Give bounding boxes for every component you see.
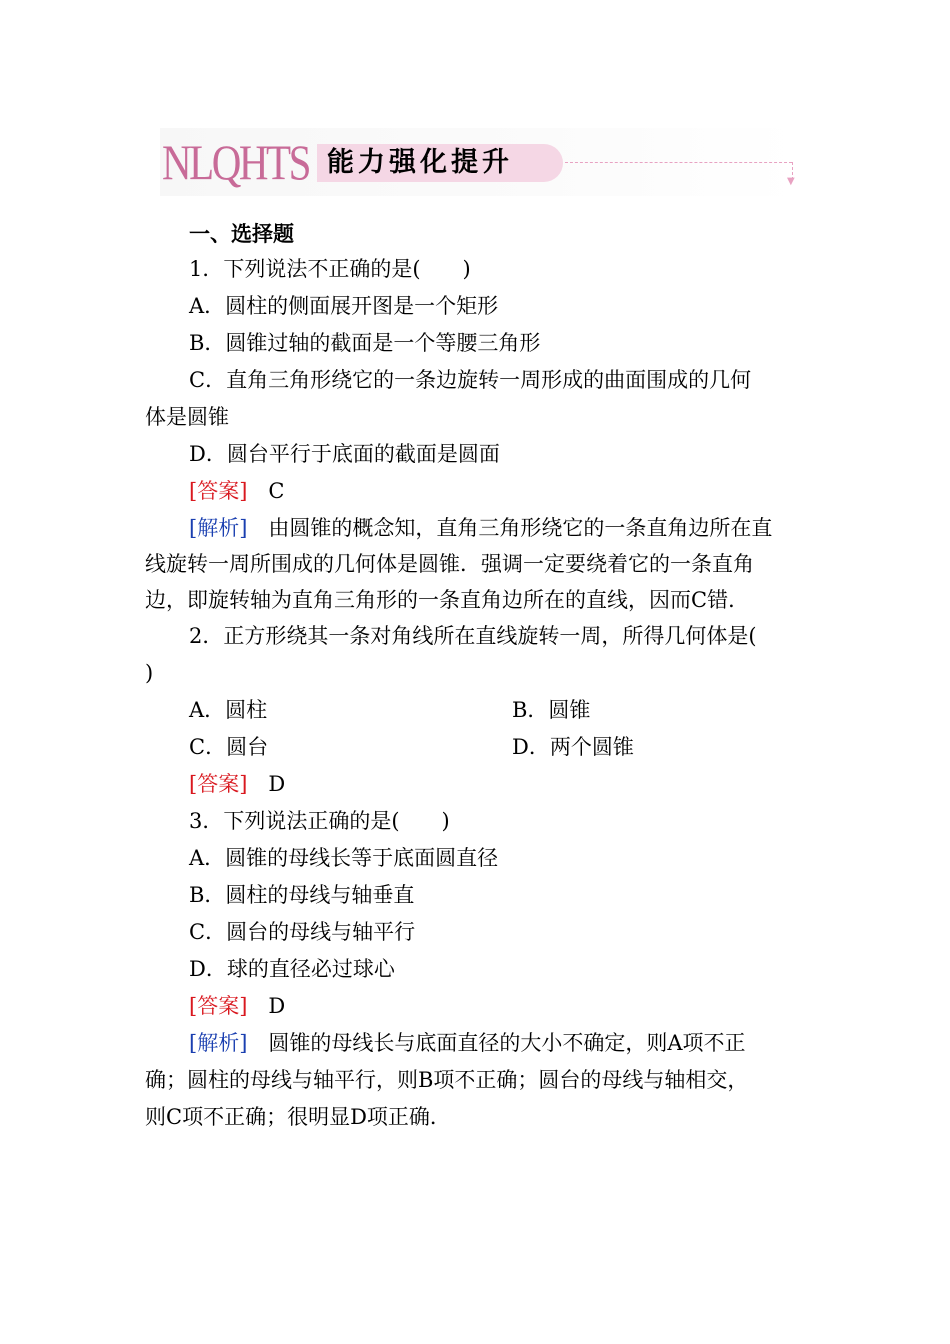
banner-tag [317, 144, 563, 182]
q3-option-d: D．球的直径必过球心 [189, 957, 395, 981]
q2-option-a: A．圆柱 [189, 698, 268, 722]
q3-analysis-line2: 确；圆柱的母线与轴平行，则B项不正确；圆台的母线与轴相交， [145, 1068, 749, 1092]
q1-analysis-line3: 边，即旋转轴为直角三角形的一条直角边所在的直线，因而C错． [145, 588, 750, 612]
section-banner [160, 128, 800, 196]
answer-tag: [答案] [189, 994, 248, 1018]
q3-analysis-line1 [189, 1029, 746, 1057]
answer-tag: [答案] [189, 479, 248, 503]
answer-tag: [答案] [189, 772, 248, 796]
answer-value: C [268, 479, 285, 503]
q1-analysis-line2: 线旋转一周所围成的几何体是圆锥．强调一定要绕着它的一条直角 [145, 552, 754, 576]
q3-option-b: B．圆柱的母线与轴垂直 [189, 883, 415, 907]
q2-stem-line2: ) [145, 661, 154, 685]
q3-option-c: C．圆台的母线与轴平行 [189, 920, 416, 944]
analysis-text: 圆锥的母线长与底面直径的大小不确定，则A项不正 [268, 1031, 746, 1055]
q2-stem-line1: 2．正方形绕其一条对角线所在直线旋转一周，所得几何体是( [189, 624, 757, 648]
q1-analysis-line1 [189, 514, 772, 542]
q1-option-c-line2: 体是圆锥 [145, 405, 229, 429]
q2-option-c: C．圆台 [189, 735, 269, 759]
analysis-tag: [解析] [189, 1031, 248, 1055]
q2-answer [189, 770, 285, 798]
q2-option-d: D．两个圆锥 [512, 735, 634, 759]
q1-option-c-line1: C．直角三角形绕它的一条边旋转一周形成的曲面围成的几何 [189, 368, 752, 392]
analysis-text: 由圆锥的概念知，直角三角形绕它的一条直角边所在直 [268, 516, 773, 540]
answer-value: D [268, 994, 286, 1018]
banner-title: 能力强化提升 [327, 147, 513, 178]
q1-stem: 1．下列说法不正确的是( ) [189, 257, 471, 281]
q1-option-a: A．圆柱的侧面展开图是一个矩形 [189, 294, 499, 318]
banner-logo: NLQHTS [162, 134, 309, 190]
analysis-tag: [解析] [189, 516, 248, 540]
banner-dashed-rule [565, 162, 792, 163]
section-heading: 一、选择题 [189, 222, 294, 246]
q3-option-a: A．圆锥的母线长等于底面圆直径 [189, 846, 499, 870]
arrow-down-icon: ▼ [787, 176, 795, 187]
q3-analysis-line3: 则C项不正确；很明显D项正确． [145, 1105, 451, 1129]
q1-option-b: B．圆锥过轴的截面是一个等腰三角形 [189, 331, 541, 355]
q2-option-b: B．圆锥 [512, 698, 591, 722]
answer-value: D [268, 772, 286, 796]
q3-answer [189, 992, 285, 1020]
q1-option-d: D．圆台平行于底面的截面是圆面 [189, 442, 500, 466]
q3-stem: 3．下列说法正确的是( ) [189, 809, 450, 833]
q1-answer [189, 477, 284, 505]
